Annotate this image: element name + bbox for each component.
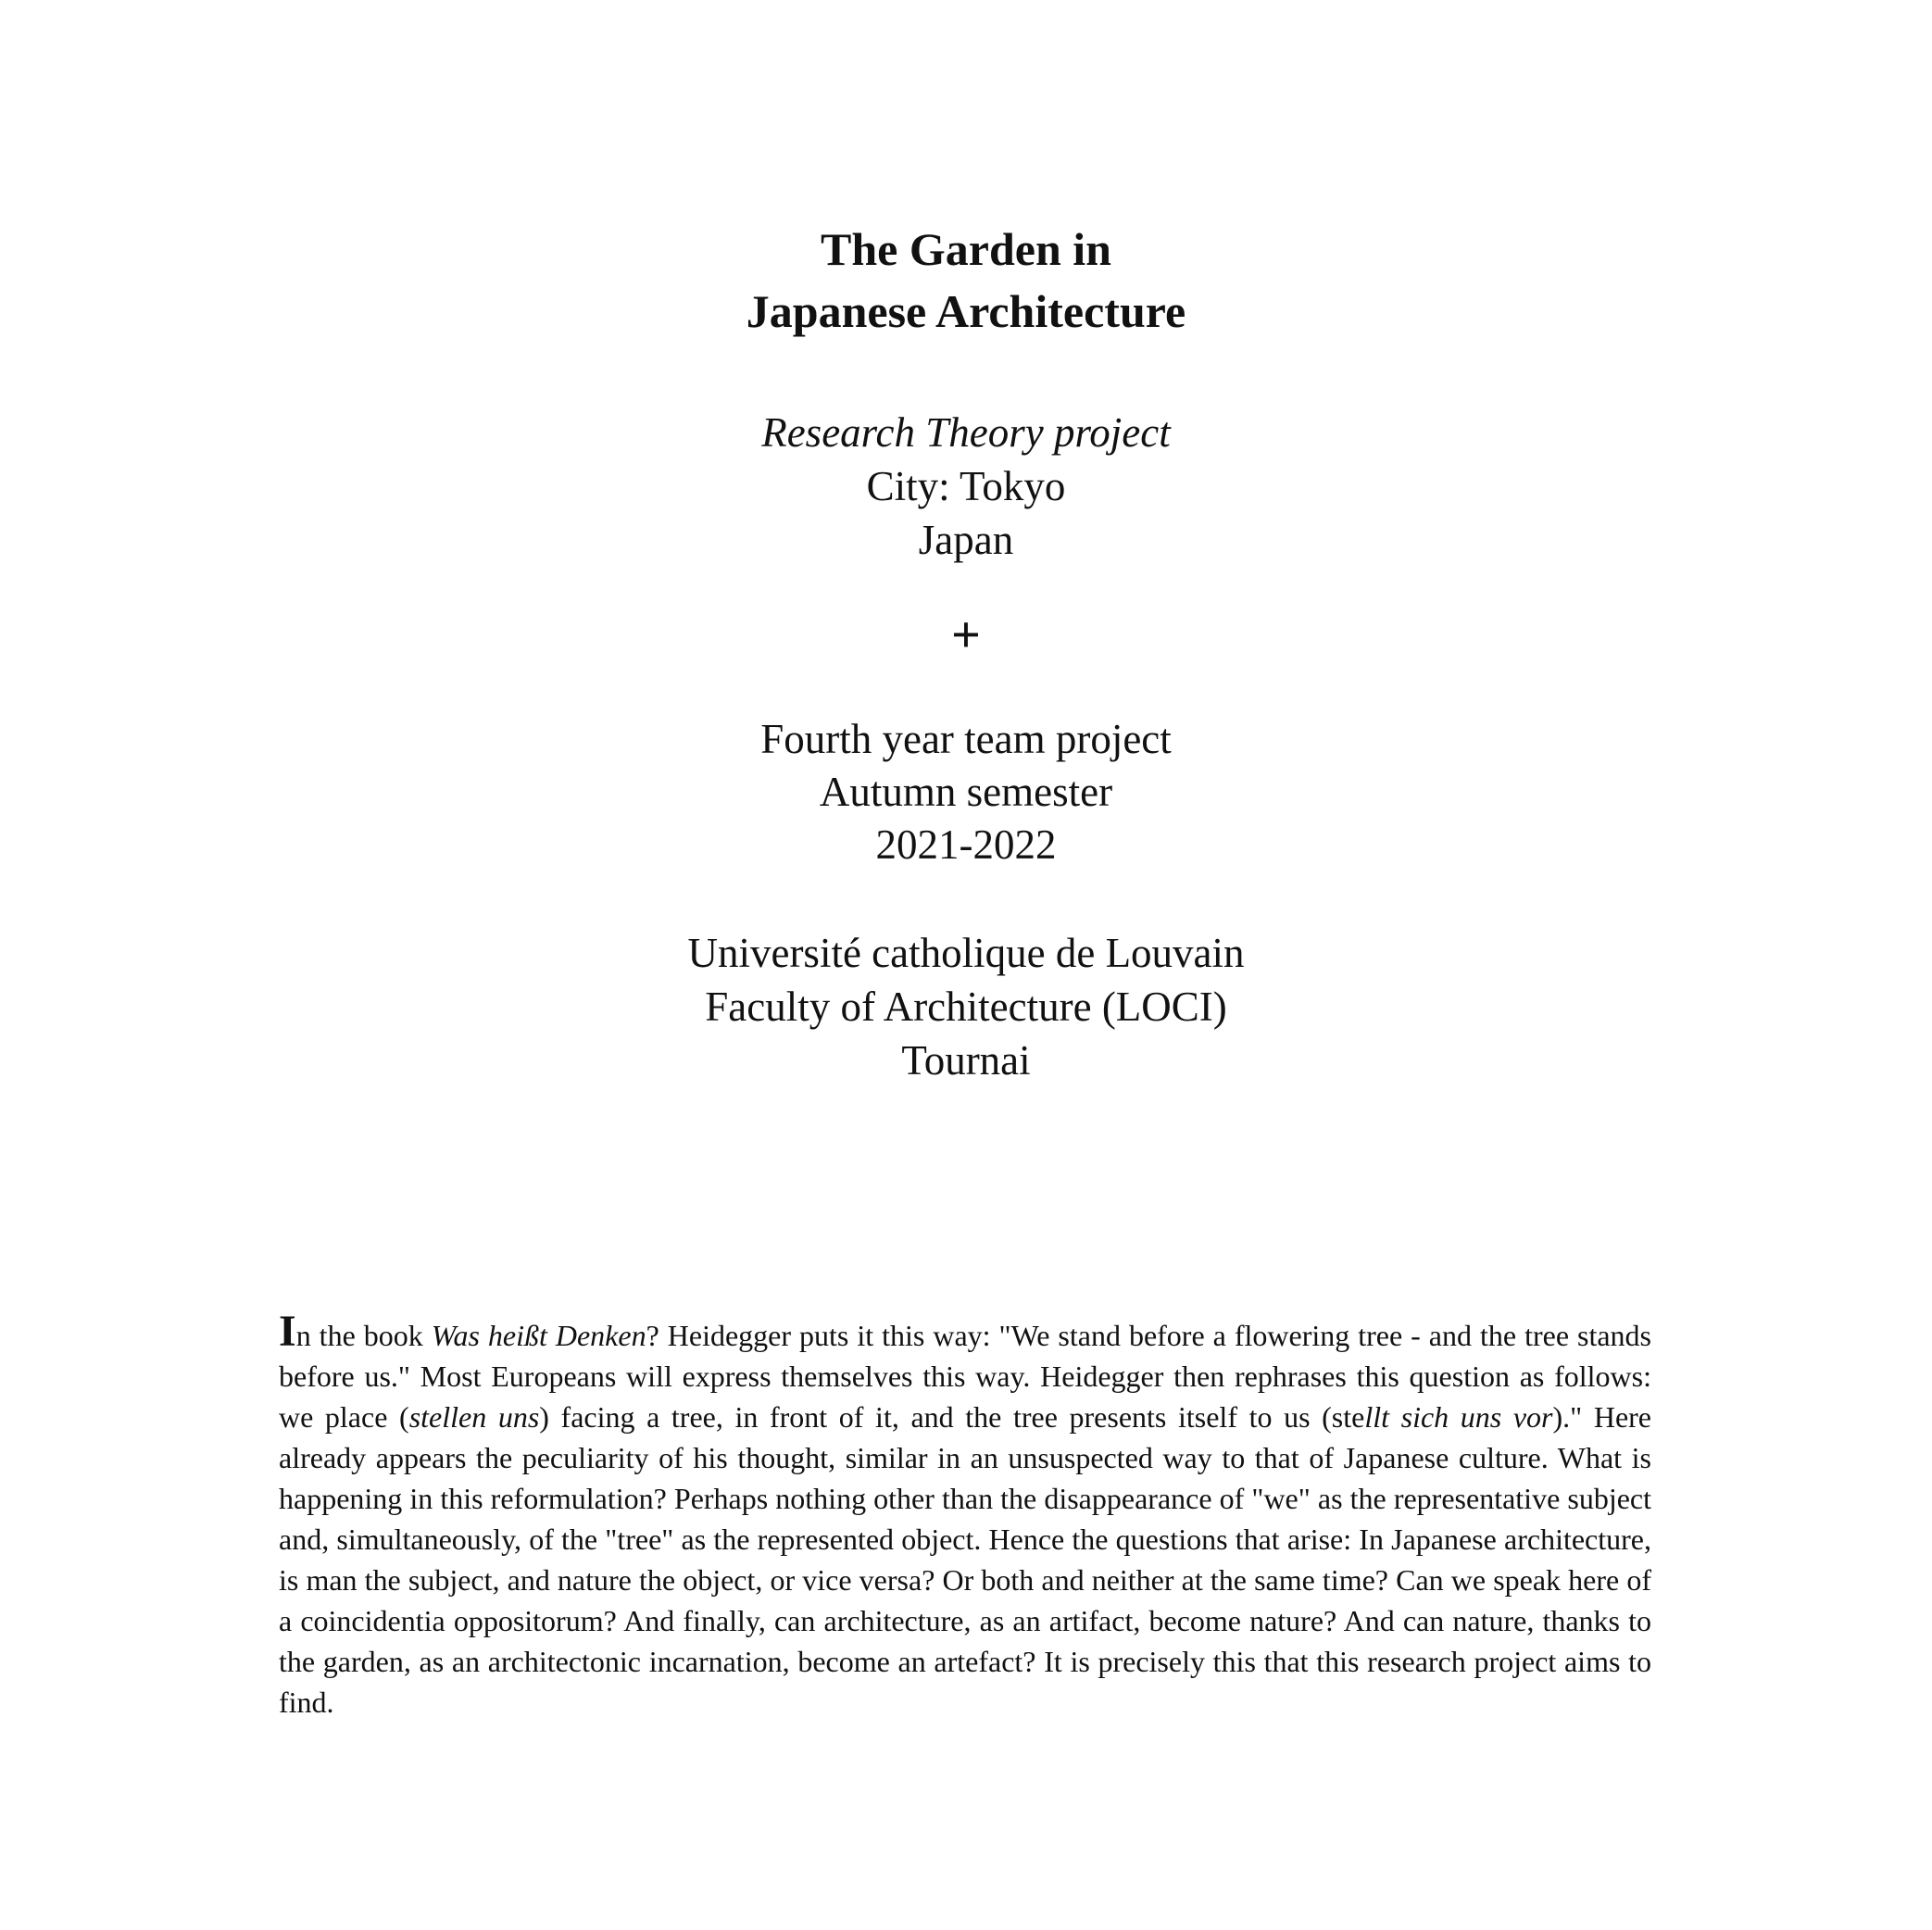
project-type: Research Theory project [761, 409, 1171, 456]
semester: Autumn semester [819, 769, 1113, 815]
body-text-part-4: )." Here already appears the peculiarity of his thought, similar in an unsuspected way to that of Japanese culture. What is happening in this reformulation? Perhaps nothing other than the disappearance of "we" as the representative subject and, simultaneously, of the "tree" as the represented object. Hence the questions that arise: In Japanese architecture, is man the subject, and nature the object, or vice versa? Or both and neither at the same time? Can we speak here of a coincidentia oppositorum? And finally, can architecture, as an artifact, become nature? And can nature, thanks to the garden, as an architectonic incarnation, become an artefact? It is precisely this that this research project aims to find. [279, 1400, 1652, 1719]
title-block [0, 219, 1932, 343]
course-block [0, 713, 1932, 871]
faculty-name: Faculty of Architecture (LOCI) [705, 984, 1227, 1030]
book-title: Was heißt Denken [431, 1319, 646, 1352]
body-text-part-3: ) facing a tree, in front of it, and the tree presents itself to us (ste [539, 1400, 1365, 1434]
introduction-paragraph [279, 1307, 1652, 1723]
institution-block [0, 926, 1932, 1087]
university-name: Université catholique de Louvain [687, 930, 1245, 976]
city-label: City: Tokyo [866, 463, 1066, 509]
page-title-line-2: Japanese Architecture [746, 285, 1186, 337]
course-name: Fourth year team project [760, 716, 1172, 762]
body-text-part-1: n the book [295, 1319, 432, 1352]
german-term-2: llt sich uns vor [1364, 1400, 1553, 1434]
campus-city: Tournai [901, 1037, 1031, 1084]
academic-year: 2021-2022 [875, 821, 1057, 868]
subtitle-block [0, 406, 1932, 567]
plus-separator: + [951, 607, 981, 664]
page-title-line-1: The Garden in [821, 223, 1111, 275]
german-term-1: stellen uns [408, 1400, 540, 1434]
country-label: Japan [918, 517, 1014, 563]
body-text-part-2: ? Heidegger puts it this way: "We stand before a flowering tree - and the tree stands before us." Most Europeans will express themselves this way. Heidegger then rephrases this question as follows: we place ( [279, 1319, 1651, 1434]
drop-cap: I [279, 1307, 296, 1356]
